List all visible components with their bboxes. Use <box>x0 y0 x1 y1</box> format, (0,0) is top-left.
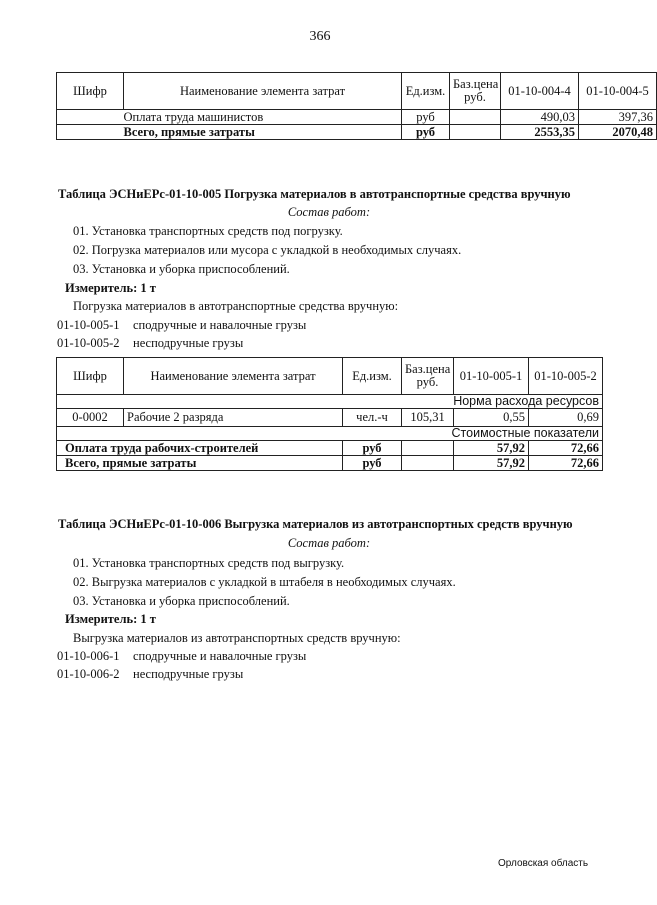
row-code: 0-0002 <box>57 409 124 427</box>
table-row <box>57 456 603 471</box>
composition-title: Состав работ: <box>287 536 371 550</box>
table-row <box>57 441 603 456</box>
row-value-1: 57,92 <box>454 441 529 456</box>
header-unit: Ед.изм. <box>402 73 450 110</box>
row-value-2: 72,66 <box>529 441 603 456</box>
row-price <box>402 456 454 471</box>
item-text: сподручные и навалочные грузы <box>133 318 307 332</box>
table-header-row <box>57 73 657 110</box>
row-code <box>57 110 124 125</box>
footer-region: Орловская область <box>498 858 589 869</box>
composition-title: Состав работ: <box>287 205 371 219</box>
measure-label: Измеритель: 1 т <box>65 612 156 626</box>
header-code: Шифр <box>57 73 124 110</box>
header-col2: 01-10-005-2 <box>529 358 603 395</box>
description: Погрузка материалов в автотранспортные средства вручную: <box>73 299 399 313</box>
row-unit: руб <box>402 110 450 125</box>
header-col1: 01-10-005-1 <box>454 358 529 395</box>
row-name: Всего, прямые затраты <box>124 125 402 140</box>
table-row <box>57 110 657 125</box>
work-step: 01. Установка транспортных средств под погрузку. <box>73 224 343 238</box>
cost-label-row <box>57 427 603 441</box>
row-name: Всего, прямые затраты <box>57 456 343 471</box>
item-text: несподручные грузы <box>133 667 244 681</box>
work-step: 02. Выгрузка материалов с укладкой в штабеля в необходимых случаях. <box>73 575 456 589</box>
header-name: Наименование элемента затрат <box>124 358 343 395</box>
row-unit: руб <box>343 456 402 471</box>
work-step: 01. Установка транспортных средств под выгрузку. <box>73 556 345 570</box>
work-step: 03. Установка и уборка приспособлений. <box>73 594 290 608</box>
row-value-1: 2553,35 <box>501 125 579 140</box>
row-unit: руб <box>343 441 402 456</box>
row-price: 105,31 <box>402 409 454 427</box>
row-unit: чел.-ч <box>343 409 402 427</box>
row-value-2: 2070,48 <box>579 125 657 140</box>
work-step: 02. Погрузка материалов или мусора с укладкой в необходимых случаях. <box>73 243 462 257</box>
row-price <box>402 441 454 456</box>
description: Выгрузка материалов из автотранспортных средств вручную: <box>73 631 401 645</box>
measure-label: Измеритель: 1 т <box>65 281 156 295</box>
section-title: Таблица ЭСНиЕРс-01-10-006 Выгрузка материалов из автотранспортных средств вручную <box>58 517 573 531</box>
table-header-row <box>57 358 603 395</box>
row-price <box>450 110 501 125</box>
cost-table-2 <box>56 357 603 471</box>
row-code <box>57 125 124 140</box>
table-row <box>57 125 657 140</box>
row-value-2: 72,66 <box>529 456 603 471</box>
page-number: 366 <box>309 29 331 44</box>
item-text: сподручные и навалочные грузы <box>133 649 307 663</box>
cost-table-1 <box>56 72 657 140</box>
row-unit: руб <box>402 125 450 140</box>
header-code: Шифр <box>57 358 124 395</box>
work-step: 03. Установка и уборка приспособлений. <box>73 262 290 276</box>
row-price <box>450 125 501 140</box>
header-name: Наименование элемента затрат <box>124 73 402 110</box>
item-text: несподручные грузы <box>133 336 244 350</box>
header-price: Баз.цена руб. <box>450 73 501 110</box>
row-value-1: 490,03 <box>501 110 579 125</box>
norm-label-row <box>57 395 603 409</box>
cost-label: Стоимостные показатели <box>57 427 603 441</box>
item-code: 01-10-006-2 <box>57 667 120 681</box>
row-name: Оплата труда машинистов <box>124 110 402 125</box>
row-name: Оплата труда рабочих-строителей <box>57 441 343 456</box>
item-code: 01-10-005-1 <box>57 318 120 332</box>
header-unit: Ед.изм. <box>343 358 402 395</box>
norm-label: Норма расхода ресурсов <box>57 395 603 409</box>
header-col1: 01-10-004-4 <box>501 73 579 110</box>
row-value-2: 397,36 <box>579 110 657 125</box>
item-code: 01-10-006-1 <box>57 649 120 663</box>
row-value-2: 0,69 <box>529 409 603 427</box>
row-value-1: 57,92 <box>454 456 529 471</box>
row-value-1: 0,55 <box>454 409 529 427</box>
header-price: Баз.цена руб. <box>402 358 454 395</box>
row-name: Рабочие 2 разряда <box>124 409 343 427</box>
header-col2: 01-10-004-5 <box>579 73 657 110</box>
section-title: Таблица ЭСНиЕРс-01-10-005 Погрузка материалов в автотранспортные средства вручную <box>58 187 571 201</box>
item-code: 01-10-005-2 <box>57 336 120 350</box>
table-row <box>57 409 603 427</box>
